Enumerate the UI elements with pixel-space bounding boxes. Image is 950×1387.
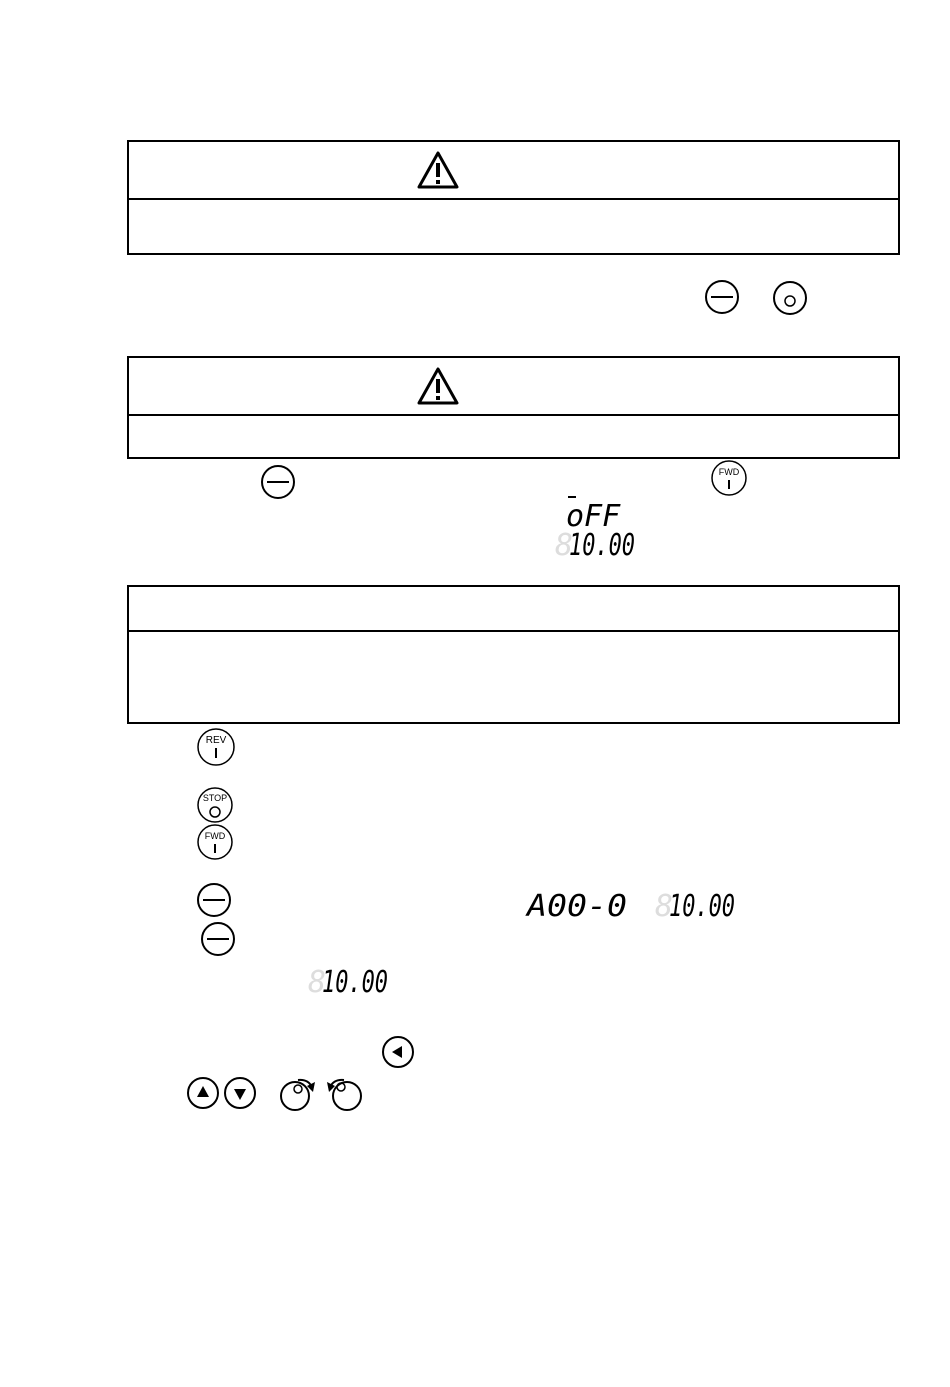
display-freq-bottom (308, 961, 392, 1000)
rotate-cw-icon (278, 1073, 320, 1113)
info-box-3-body (129, 632, 898, 722)
svg-text:8: 8 (655, 889, 674, 924)
warning-box-2-header (129, 358, 898, 416)
rev-key-label: REV (205, 735, 227, 746)
left-arrow-key-icon (381, 1035, 415, 1069)
fwd-key-label: FWD (718, 467, 740, 477)
warning-triangle-icon (416, 366, 460, 406)
warning-box-2 (127, 356, 900, 459)
warning-triangle-icon (416, 150, 460, 190)
warning-box-1-body (129, 200, 898, 253)
svg-text:8: 8 (555, 528, 574, 563)
display-off (562, 494, 626, 534)
minus-key-icon (200, 921, 236, 957)
stop-key-icon (196, 786, 234, 824)
display-param-code (524, 885, 631, 924)
svg-text:8: 8 (308, 965, 327, 1000)
warning-box-1-header (129, 142, 898, 200)
fwd-key-icon (196, 823, 234, 861)
display-freq-main-text: 10.00 (569, 528, 635, 563)
rotate-ccw-icon (322, 1073, 364, 1113)
fwd-key-label: FWD (204, 831, 226, 841)
circle-o-key-icon (772, 280, 808, 316)
info-box-3 (127, 585, 900, 724)
display-freq-main (555, 524, 639, 563)
fwd-key-icon (710, 459, 748, 497)
warning-box-1 (127, 140, 900, 255)
minus-key-icon (260, 464, 296, 500)
display-freq-bottom-text: 10.00 (322, 965, 388, 1000)
display-off-text: oFF (566, 499, 621, 534)
warning-box-2-body (129, 416, 898, 457)
display-param-code-text: A00-0 (524, 889, 627, 924)
stop-key-label: STOP (202, 793, 228, 803)
rev-key-icon (196, 727, 236, 767)
up-arrow-key-icon (186, 1076, 220, 1110)
info-box-3-header (129, 587, 898, 632)
display-freq-param-text: 10.00 (669, 889, 735, 924)
minus-key-icon (704, 279, 740, 315)
display-freq-param (655, 885, 739, 924)
down-arrow-key-icon (223, 1076, 257, 1110)
minus-key-icon (196, 882, 232, 918)
